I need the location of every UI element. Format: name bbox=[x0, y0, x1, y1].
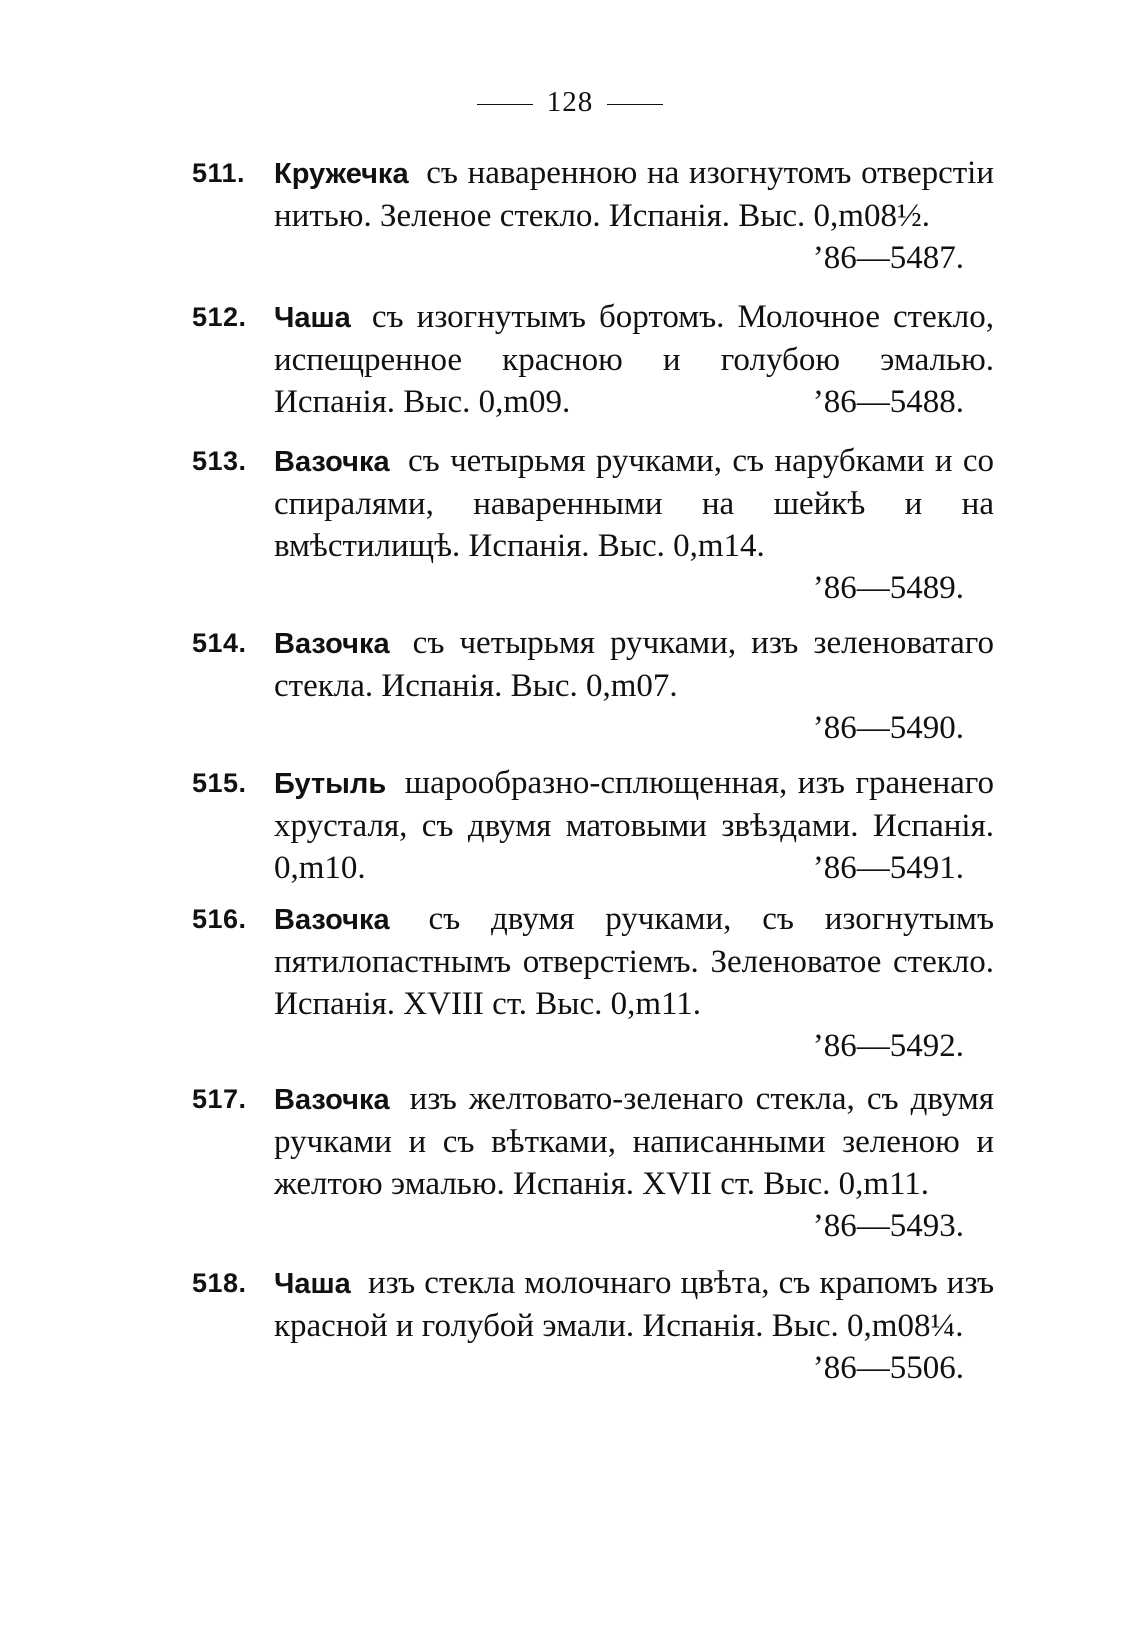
entry-number: 513. bbox=[192, 446, 247, 476]
page-number: 128 bbox=[546, 86, 594, 118]
entry-text: съ четырьмя ручками, изъ зеленоватаго стекла. Испанiя. Выс. 0,m07. bbox=[274, 625, 995, 704]
entry-number: 515. bbox=[192, 768, 247, 798]
inventory-number: ’86—5489. bbox=[812, 570, 964, 606]
inventory-number: ’86—5492. bbox=[812, 1028, 964, 1064]
entry-title: Чаша bbox=[274, 1268, 351, 1300]
entry-text: съ наваренною на изогнутомъ отверстiи нитью. Зеленое стекло. Испанiя. Выс. 0,m08½. bbox=[274, 155, 994, 234]
entry-title: Вазочка bbox=[274, 628, 390, 660]
entry-number: 518. bbox=[192, 1268, 247, 1298]
entry-number: 511. bbox=[192, 158, 246, 188]
inventory-number: ’86—5491. bbox=[812, 850, 964, 886]
entry-number: 512. bbox=[192, 302, 247, 332]
inventory-number: ’86—5493. bbox=[812, 1208, 964, 1244]
inventory-number: ’86—5506. bbox=[812, 1350, 964, 1386]
entry-body bbox=[274, 440, 994, 609]
entry-text: съ четырьмя ручками, съ нарубками и со спиралями, наваренными на шейкѣ и на вмѣстилищѣ. Испанiя. Выс. 0,m14. bbox=[274, 443, 995, 564]
catalog-entry bbox=[192, 1262, 995, 1389]
entry-text: изъ стекла молочнаго цвѣта, съ крапомъ изъ красной и голубой эмали. Испанiя. Выс. 0,m08¼. bbox=[274, 1265, 995, 1344]
entry-body bbox=[274, 1078, 994, 1244]
catalog-entry bbox=[192, 152, 992, 279]
entry-number: 516. bbox=[192, 904, 247, 934]
entry-body bbox=[274, 762, 994, 889]
entry-body bbox=[274, 622, 994, 749]
catalog-entry bbox=[192, 622, 995, 749]
inventory-number: ’86—5488. bbox=[812, 384, 964, 420]
entry-body bbox=[274, 898, 994, 1067]
entry-body bbox=[274, 296, 994, 423]
entry-text: шарообразно-сплющенная, изъ граненаго хрусталя, съ двумя матовыми звѣздами. Испанiя. 0,m10. bbox=[274, 765, 994, 886]
entry-text: съ двумя ручками, съ изогнутымъ пятилопастнымъ отверстiемъ. Зеленоватое стекло. Испанiя. XVIII ст. Выс. 0,m11. bbox=[274, 901, 995, 1022]
inventory-number: ’86—5487. bbox=[812, 240, 964, 276]
inventory-number: ’86—5490. bbox=[812, 710, 964, 746]
entry-title: Кружечка bbox=[274, 158, 409, 190]
catalog-entry bbox=[192, 1078, 992, 1247]
entry-title: Вазочка bbox=[274, 904, 390, 936]
entry-number: 514. bbox=[192, 628, 247, 658]
entry-title: Чаша bbox=[274, 302, 351, 334]
entry-body bbox=[274, 1262, 995, 1386]
entry-text: съ изогнутымъ бортомъ. Молочное стекло, испещренное красною и голубою эмалью. Испанiя. Выс. 0,m09. bbox=[274, 299, 994, 420]
page-header bbox=[0, 86, 1140, 119]
entry-number: 517. bbox=[192, 1084, 247, 1114]
catalog-entry bbox=[192, 898, 995, 1067]
catalog-entry bbox=[192, 440, 995, 609]
entry-title: Вазочка bbox=[274, 446, 390, 478]
entry-title: Бутыль bbox=[274, 768, 387, 800]
entry-text: изъ желтовато-зеленаго стекла, съ двумя ручками и съ вѣтками, написанными зеленою и желтою эмалью. Испанiя. XVII ст. Выс. 0,m11. bbox=[274, 1081, 994, 1202]
catalog-entry bbox=[192, 762, 992, 889]
entry-title: Вазочка bbox=[274, 1084, 390, 1116]
entry-body bbox=[274, 152, 994, 276]
header-rule-left bbox=[477, 104, 533, 105]
catalog-entry bbox=[192, 296, 992, 423]
header-rule-right bbox=[607, 104, 663, 105]
